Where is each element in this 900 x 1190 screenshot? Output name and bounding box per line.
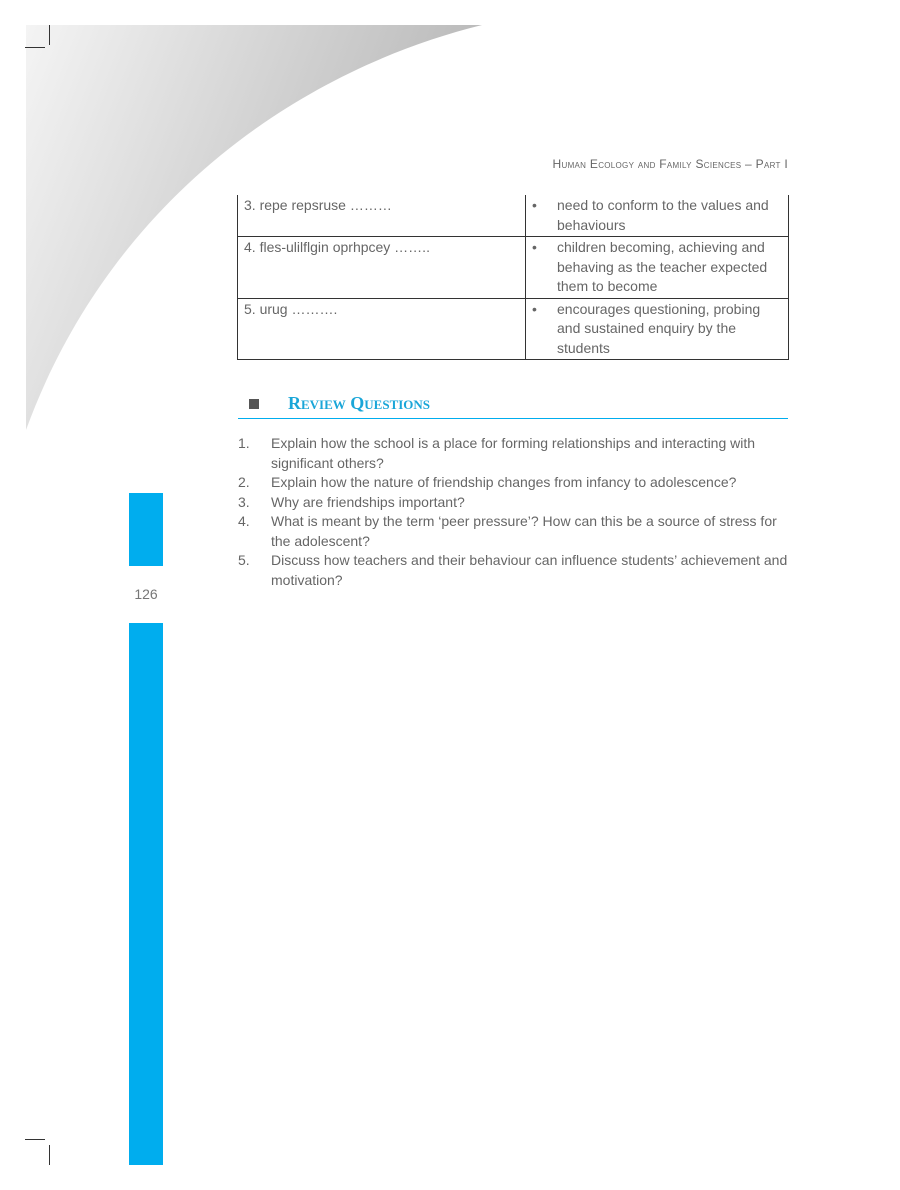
description-text: encourages questioning, probing and sustained enquiry by the students <box>557 300 761 356</box>
bullet-icon: • <box>532 197 537 213</box>
question-text: Explain how the nature of friendship changes from infancy to adolescence? <box>271 474 737 490</box>
question-number: 2. <box>238 474 250 490</box>
square-bullet-icon <box>249 399 259 409</box>
table-cell-description <box>526 195 789 237</box>
running-header: Human Ecology and Family Sciences – Part I <box>552 157 788 171</box>
list-item <box>238 512 788 551</box>
table-row <box>238 195 789 237</box>
table-cell-description <box>526 298 789 360</box>
question-number: 5. <box>238 552 250 568</box>
side-bar-lower <box>129 623 163 1165</box>
review-questions-list <box>238 434 788 590</box>
table-cell-term: 3. repe repsruse ……… <box>238 195 526 237</box>
question-text: Discuss how teachers and their behaviour can influence students’ achievement and motivation? <box>271 552 788 588</box>
table-cell-description <box>526 237 789 299</box>
question-text: What is meant by the term ‘peer pressure’? How can this be a source of stress for the adolescent? <box>271 513 777 549</box>
list-item <box>238 551 788 590</box>
question-text: Explain how the school is a place for forming relationships and interacting with significant others? <box>271 435 756 471</box>
page-number: 126 <box>134 586 158 602</box>
section-heading <box>238 392 788 419</box>
crop-mark <box>49 1145 50 1165</box>
description-text: children becoming, achieving and behaving as the teacher expected them to become <box>557 239 768 294</box>
question-number: 3. <box>238 493 250 510</box>
description-text: need to conform to the values and behaviours <box>557 197 769 233</box>
crop-mark <box>49 25 50 45</box>
crop-mark <box>25 47 45 48</box>
section-title: Review Questions <box>288 393 431 413</box>
matching-table <box>237 195 789 360</box>
table-cell-term: 5. urug ………. <box>238 298 526 360</box>
crop-mark <box>25 1139 45 1140</box>
bullet-icon: • <box>532 300 537 317</box>
question-number: 4. <box>238 513 250 529</box>
bullet-icon: • <box>532 239 537 255</box>
question-number: 1. <box>238 435 250 451</box>
question-text: Why are friendships important? <box>271 493 465 510</box>
table-row <box>238 237 789 299</box>
list-item <box>238 434 788 473</box>
table-row <box>238 298 789 360</box>
list-item <box>238 473 788 493</box>
list-item <box>238 493 788 513</box>
side-bar-upper <box>129 493 163 566</box>
table-cell-term: 4. fles-ulilflgin oprhpcey …….. <box>238 237 526 299</box>
